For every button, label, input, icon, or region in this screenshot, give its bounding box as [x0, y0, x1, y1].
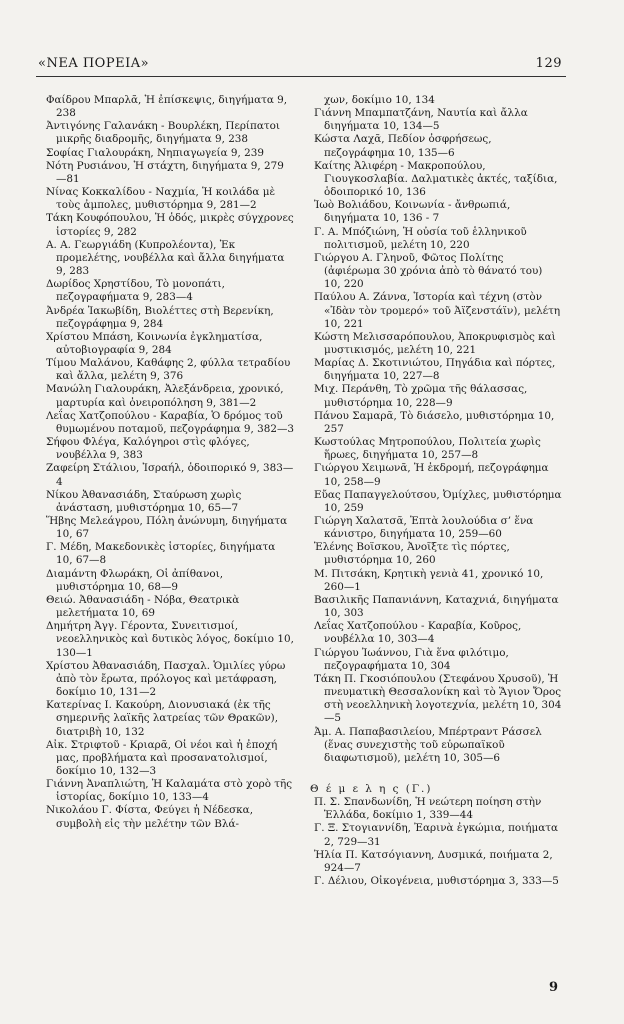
bibliography-entry: Μιχ. Περάνθη, Τὸ χρῶμα τῆς θάλασσας, μυθιστόρημα 10, 228—9	[314, 383, 528, 409]
bibliography-entry: Βασιλικῆς Παπανιάννη, Καταχνιά, διηγήματα 10, 303	[314, 593, 559, 620]
bibliography-entry: Γ. Μέδη, Μακεδονικὲς ἱστορίες, διηγήματα 10, 67—8	[46, 541, 276, 567]
bibliography-entry: Δωρίδος Χρηστίδου, Τὸ μονοπάτι, πεζογραφήματα 9, 283—4	[46, 278, 225, 304]
bibliography-entry: Παύλου Α. Ζάννα, Ἱστορία καὶ τέχνη (στὸν «Ἰδὰν τὸν τρομερό» τοῦ Ἀϊζενστάϊν), μελέτη 10, 221	[314, 291, 561, 330]
bibliography-entry: Νίκου Ἀθανασιάδη, Σταύρωση χωρὶς ἀνάσταση, μυθιστόρημα 10, 65—7	[46, 488, 242, 514]
bibliography-entry: Μαρίας Δ. Σκοτινιώτου, Πηγάδια καὶ πόρτες, διηγήματα 10, 227—8	[314, 357, 556, 383]
bibliography-entry: Αἰκ. Στριφτοῦ - Κριαρᾶ, Οἱ νέοι καὶ ἡ ἐποχή μας, προβλήματα καὶ προσανατολισμοί, δοκίμιο 10, 132—3	[46, 738, 278, 777]
bibliography-entry: Διαμάντη Φλωράκη, Οἱ ἀπίθανοι, μυθιστόρημα 10, 68—9	[46, 567, 224, 593]
bibliography-entry: Γιάννη Ἀναπλιώτη, Ἡ Καλαμάτα στὸ χορὸ τῆς ἱστορίας, δοκίμιο 10, 133—4	[46, 778, 293, 804]
bibliography-entry: Ἰωὸ Βολιάδου, Κοινωνία - ἄνθρωπιά, διηγήματα 10, 136 - 7	[314, 199, 511, 225]
bibliography-entry: Ἀντιγόνης Γαλανάκη - Βουρλέκη, Περίπατοι μικρῆς διαδρομῆς, διηγήματα 9, 238	[46, 120, 280, 146]
bibliography-entry: Νικολάου Γ. Φίστα, Φεύγει ἡ Νέδεσκα, συμβολὴ εἰς τὴν μελέτην τῶν Βλά-	[46, 804, 254, 830]
bibliography-entry: Ζαφείρη Στάλιου, Ἰσραήλ, ὁδοιπορικό 9, 383—4	[46, 462, 294, 488]
bibliography-entry: Θειώ. Ἀθανασιάδη - Νόβα, Θεατρικὰ μελετήματα 10, 69	[46, 593, 240, 620]
bibliography-entry: Γιώργου Χειμωνᾶ, Ἡ ἐκδρομή, πεζογράφημα 10, 258—9	[314, 462, 549, 488]
bibliography-entry: Γιάννη Μπαμπατζάνη, Ναυτία καὶ ἄλλα διηγήματα 10, 134—5	[314, 107, 528, 133]
bibliography-entry: Ἥβης Μελεάγρου, Πόλη ἀνώνυμη, διηγήματα 10, 67	[46, 515, 288, 541]
bibliography-entry: Τίμου Μαλάνου, Καθάφης 2, φύλλα τετραδίου καὶ ἄλλα, μελέτη 9, 376	[46, 357, 291, 383]
bibliography-entry: Καίτης Ἀλιφέρη - Μακροπούλου, Γιουγκοσλαβία. Δαλματικὲς ἀκτές, ταξίδια, ὁδοιπορικό 10, 136	[314, 159, 558, 199]
bibliography-entry: Νίνας Κοκκαλίδου - Ναχμία, Ἡ κοιλάδα μὲ τοὺς ἀμπολες, μυθιστόρημα 9, 281—2	[46, 186, 276, 212]
bibliography-entry: Ἠλία Π. Κατσόγιαννη, Δυσμικά, ποιήματα 2, 924—7	[314, 848, 553, 874]
bibliography-entry: Π. Σ. Σπανδωνίδη, Ἡ νεώτερη ποίηση στὴν Ἑλλάδα, δοκίμιο 1, 339—44	[314, 796, 542, 822]
bibliography-entry: Τάκη Κουφόπουλου, Ἡ ὁδός, μικρὲς σύγχρονες ἱστορίες 9, 282	[46, 212, 294, 238]
bibliography-entry: Γ. Δέλιου, Οἰκογένεια, μυθιστόρημα 3, 333—5	[314, 875, 559, 888]
bibliography-entry: Εὔας Παπαγγελούτσου, Ὀμίχλες, μυθιστόρημα 10, 259	[314, 488, 562, 514]
bibliography-entry: Μ. Πιτσάκη, Κρητικὴ γενιὰ 41, χρονικό 10, 260—1	[314, 567, 544, 593]
bibliography-entry: Ἑλένης Βοϊσκου, Ἀνοῖξτε τὶς πόρτες, μυθιστόρημα 10, 260	[314, 541, 510, 567]
bibliography-entry: Δημήτρη Ἀγγ. Γέροντα, Συνειτισμοί, νεοελληνικὸς καὶ δυτικὸς λόγος, δοκίμιο 10, 130—1	[46, 620, 294, 659]
bibliography-entry: Γιώργου Ἰωάννου, Γιὰ ἕνα φιλότιμο, πεζογραφήματα 10, 304	[314, 646, 509, 672]
signature-mark: 9	[548, 980, 558, 995]
bibliography-entry: Μανώλη Γιαλουράκη, Ἀλεξάνδρεια, χρονικό, μαρτυρία καὶ ὀνειροπόληση 9, 381—2	[46, 383, 284, 409]
bibliography-entry: Πάνου Σαμαρᾶ, Τὸ διάσελο, μυθιστόρημα 10, 257	[314, 409, 555, 435]
bibliography-entry: Κώστα Λαχᾶ, Πεδίον ὀσφρήσεως, πεζογράφημα 10, 135—6	[314, 133, 492, 159]
journal-title: «ΝΕΑ ΠΟΡΕΙΑ»	[38, 56, 150, 71]
bibliography-entry: Κώστη Μελισσαρόπουλου, Ἀποκρυφισμὸς καὶ μυστικισμός, μελέτη 10, 221	[314, 330, 556, 356]
bibliography-entry: Σοφίας Γιαλουράκη, Νηπιαγωγεία 9, 239	[46, 146, 264, 159]
bibliography-entry: Ἀνδρέα Ἰακωβίδη, Βιολέττες στὴ Βερενίκη, πεζογράφημα 9, 284	[46, 304, 274, 330]
bibliography-entry: Γιώργου Α. Γληνοῦ, Φῶτος Πολίτης (ἀφιέρωμα 30 χρόνια ἀπὸ τὸ θάνατό του) 10, 220	[314, 251, 543, 291]
right-column	[310, 94, 562, 888]
bibliography-entry: χων, δοκίμιο 10, 134	[324, 94, 435, 106]
bibliography-entry: Τάκη Π. Γκοσιόπουλου (Στεφάνου Χρυσοῦ), Ἡ πνευματικὴ Θεσσαλονίκη καὶ τὸ Ἅγιον Ὄρος στὴ νεοελληνικὴ λογοτεχνία, μελέτη 10, 304—5	[314, 672, 562, 725]
bibliography-entry: Κωστούλας Μητροπούλου, Πολιτεία χωρὶς ἥρωες, διηγήματα 10, 257—8	[314, 436, 541, 462]
bibliography-entry: Γ. Ξ. Στογιαννίδη, Ἐαρινὰ ἐγκώμια, ποιήματα 2, 729—31	[314, 822, 558, 848]
section-spacer	[314, 765, 562, 783]
left-column	[46, 94, 294, 831]
bibliography-entry: Νότη Ρυσιάνου, Ἡ στάχτη, διηγήματα 9, 279—81	[46, 159, 284, 185]
bibliography-entry: Λεΐας Χατζοπούλου - Καραβία, Κοῦρος, νουβέλλα 10, 303—4	[314, 620, 522, 646]
bibliography-entry: Φαίδρου Μπαρλᾶ, Ἡ ἐπίσκεψις, διηγήματα 9, 238	[46, 94, 288, 120]
bibliography-entry: Σήφου Φλέγα, Καλόγηροι στὶς φλόγες, νουβέλλα 9, 383	[46, 436, 250, 462]
bibliography-entry: Γ. Α. Μπόζιώνη, Ἡ οὐσία τοῦ ἑλληνικοῦ πολιτισμοῦ, μελέτη 10, 220	[314, 225, 527, 251]
bibliography-entry: Χρίστου Ἀθανασιάδη, Πασχαλ. Ὁμιλίες γύρω ἀπὸ τὸν ἔρωτα, πρόλογος καὶ μετάφραση, δοκίμιο 10, 131—2	[46, 659, 286, 699]
running-header	[38, 56, 562, 78]
bibliography-entry: Χρίστου Μπάση, Κοινωνία ἐγκληματίσα, αὐτοβιογραφία 9, 284	[46, 330, 263, 356]
bibliography-entry: Λεΐας Χατζοπούλου - Καραβία, Ὁ δρόμος τοῦ θυμωμένου ποταμοῦ, πεζογράφημα 9, 382—3	[46, 409, 294, 435]
page-number: 129	[535, 56, 562, 71]
header-rule	[36, 76, 566, 77]
bibliography-entry: Ἀμ. Α. Παπαβασιλείου, Μπέρτραντ Ράσσελ (ἕνας συνεχιστὴς τοῦ εὐρωπαϊκοῦ διαφωτισμοῦ), μελέτη 10, 305—6	[314, 725, 542, 764]
section-heading: Θ έ μ ε λ η ς (Γ.)	[310, 782, 433, 795]
bibliography-entry: Γιώργη Χαλατσᾶ, Ἑπτὰ λουλούδια σ’ ἕνα κάνιστρο, διηγήματα 10, 259—60	[314, 515, 534, 541]
bibliography-entry: Κατερίνας Ι. Κακούρη, Διονυσιακά (ἐκ τῆς σημερινῆς λαϊκῆς λατρείας τῶν Θρακῶν), διατριβὴ 10, 132	[46, 699, 278, 738]
bibliography-entry: Α. Α. Γεωργιάδη (Κυπρολέοντα), Ἐκ προμελέτης, νουβέλλα καὶ ἄλλα διηγήματα 9, 283	[46, 238, 285, 278]
